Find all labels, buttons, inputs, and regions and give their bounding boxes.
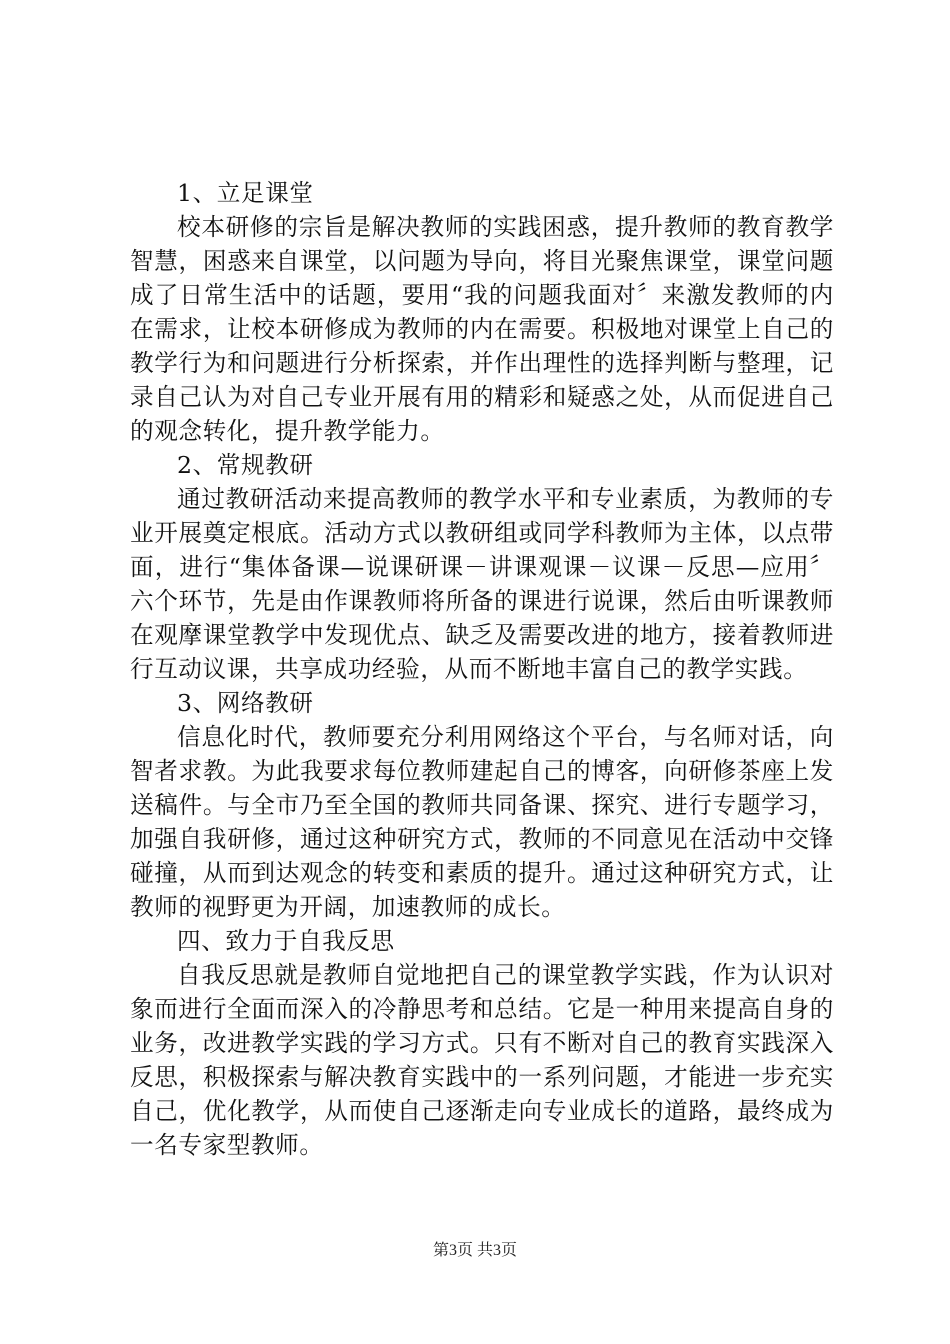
section-heading-1: 1、立足课堂 <box>177 179 314 207</box>
document-body <box>130 176 834 1162</box>
section-heading-2: 2、常规教研 <box>177 451 314 479</box>
page-number: 第3页 共3页 <box>432 1242 517 1259</box>
section-paragraph-3: 信息化时代，教师要充分利用网络这个平台，与名师对话，向智者求教。为此我要求每位教师建起自己的博客，向研修茶座上发送稿件。与全市乃至全国的教师共同备课、探究、进行专题学习，加强自我研修，通过这种研究方式，教师的不同意见在活动中交锋碰撞，从而到达观念的转变和素质的提升。通过这种研究方式，让教师的视野更为开阔，加速教师的成长。 <box>130 723 834 921</box>
page-footer <box>0 1240 950 1262</box>
section-paragraph-4: 自我反思就是教师自觉地把自己的课堂教学实践，作为认识对象而进行全面而深入的冷静思考和总结。它是一种用来提高自身的业务，改进教学实践的学习方式。只有不断对自己的教育实践深入反思，积极探索与解决教育实践中的一系列问题，才能进一步充实自己，优化教学，从而使自己逐渐走向专业成长的道路，最终成为一名专家型教师。 <box>130 961 834 1159</box>
section-paragraph-1: 校本研修的宗旨是解决教师的实践困惑，提升教师的教育教学智慧，困惑来自课堂，以问题为导向，将目光聚焦课堂，课堂问题成了日常生活中的话题，要用“我的问题我面对〞来激发教师的内在需求，让校本研修成为教师的内在需要。积极地对课堂上自己的教学行为和问题进行分析探索，并作出理性的选择判断与整理，记录自己认为对自己专业开展有用的精彩和疑惑之处，从而促进自己的观念转化，提升教学能力。 <box>130 213 834 445</box>
section-paragraph-2: 通过教研活动来提高教师的教学水平和专业素质，为教师的专业开展奠定根底。活动方式以教研组或同学科教师为主体，以点带面，进行“集体备课—说课研课－讲课观课－议课－反思—应用〞六个环节，先是由作课教师将所备的课进行说课，然后由听课教师在观摩课堂教学中发现优点、缺乏及需要改进的地方，接着教师进行互动议课，共享成功经验，从而不断地丰富自己的教学实践。 <box>130 485 834 683</box>
section-heading-4: 四、致力于自我反思 <box>177 927 395 955</box>
section-heading-3: 3、网络教研 <box>177 689 314 717</box>
